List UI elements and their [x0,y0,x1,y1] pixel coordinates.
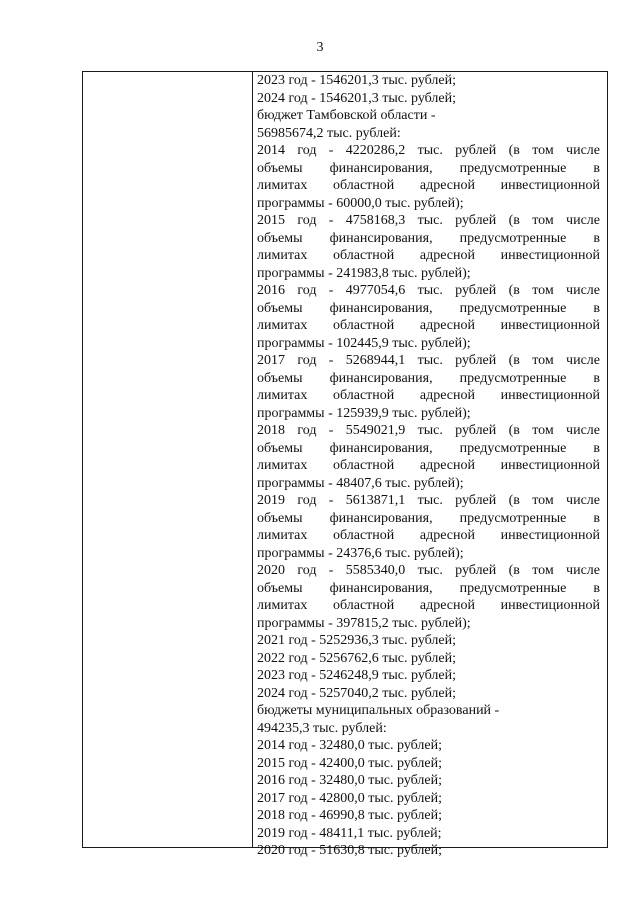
text-line: 2023 год - 5246248,9 тыс. рублей; [257,668,457,683]
column-divider [252,72,253,847]
text-line: программы - 241983,8 тыс. рублей); [257,265,471,281]
text-line: 56985674,2 тыс. рублей: [257,125,401,141]
text-line: программы - 397815,2 тыс. рублей); [257,615,471,631]
text-line: программы - 24376,6 тыс. рублей); [257,545,464,561]
text-line: 2022 год - 5256762,6 тыс. рублей; [257,650,457,666]
text-line: 2019 год - 5613871,1 тыс. рублей (в том числе [257,493,600,508]
text-line: 494235,3 тыс. рублей: [257,720,387,736]
text-line: 2019 год - 48411,1 тыс. рублей; [257,825,442,841]
text-line: объемы финансирования, предусмотренные в [257,160,600,176]
text-line: 2015 год - 4758168,3 тыс. рублей (в том числе [257,213,600,228]
text-line: 2014 год - 32480,0 тыс. рублей; [257,738,443,753]
text-line: объемы финансирования, предусмотренные в [257,580,600,596]
text-line: программы - 48407,6 тыс. рублей); [257,475,464,491]
page-number: 3 [316,40,324,55]
text-line: 2015 год - 42400,0 тыс. рублей; [257,755,443,771]
text-line: 2018 год - 46990,8 тыс. рублей; [257,808,443,823]
text-line: 2024 год - 5257040,2 тыс. рублей; [257,685,457,701]
text-line: лимитах областной адресной инвестиционной [257,318,600,333]
text-line: программы - 60000,0 тыс. рублей); [257,195,464,211]
table-label-cell [83,72,252,847]
text-line: бюджет Тамбовской области - [257,108,436,123]
text-line: объемы финансирования, предусмотренные в [257,510,600,526]
text-line: объемы финансирования, предусмотренные в [257,440,600,456]
text-line: 2020 год - 51630,8 тыс. рублей; [257,843,443,858]
text-line: 2016 год - 4977054,6 тыс. рублей (в том числе [257,283,600,298]
text-line: объемы финансирования, предусмотренные в [257,300,600,316]
funding-table [82,71,608,858]
text-line: объемы финансирования, предусмотренные в [257,230,600,246]
text-line: программы - 102445,9 тыс. рублей); [257,335,471,351]
text-line: 2021 год - 5252936,3 тыс. рублей; [257,633,457,648]
text-line: 2016 год - 32480,0 тыс. рублей; [257,773,443,788]
text-line: лимитах областной адресной инвестиционной [257,528,600,543]
text-line: 2014 год - 4220286,2 тыс. рублей (в том числе [257,143,600,158]
text-line: программы - 125939,9 тыс. рублей); [257,405,471,421]
text-line: 2017 год - 5268944,1 тыс. рублей (в том числе [257,353,600,368]
text-line: лимитах областной адресной инвестиционной [257,388,600,403]
text-line: бюджеты муниципальных образований - [257,703,500,718]
text-line: 2020 год - 5585340,0 тыс. рублей (в том числе [257,563,600,578]
text-line: 2018 год - 5549021,9 тыс. рублей (в том числе [257,423,600,438]
text-line: 2024 год - 1546201,3 тыс. рублей; [257,90,457,106]
text-line: лимитах областной адресной инвестиционной [257,178,600,193]
text-line: 2023 год - 1546201,3 тыс. рублей; [257,73,457,88]
text-line: лимитах областной адресной инвестиционной [257,598,600,613]
text-line: объемы финансирования, предусмотренные в [257,370,600,386]
table-content-cell [257,72,600,858]
text-line: лимитах областной адресной инвестиционной [257,458,600,473]
text-line: 2017 год - 42800,0 тыс. рублей; [257,790,443,806]
text-line: лимитах областной адресной инвестиционной [257,248,600,263]
